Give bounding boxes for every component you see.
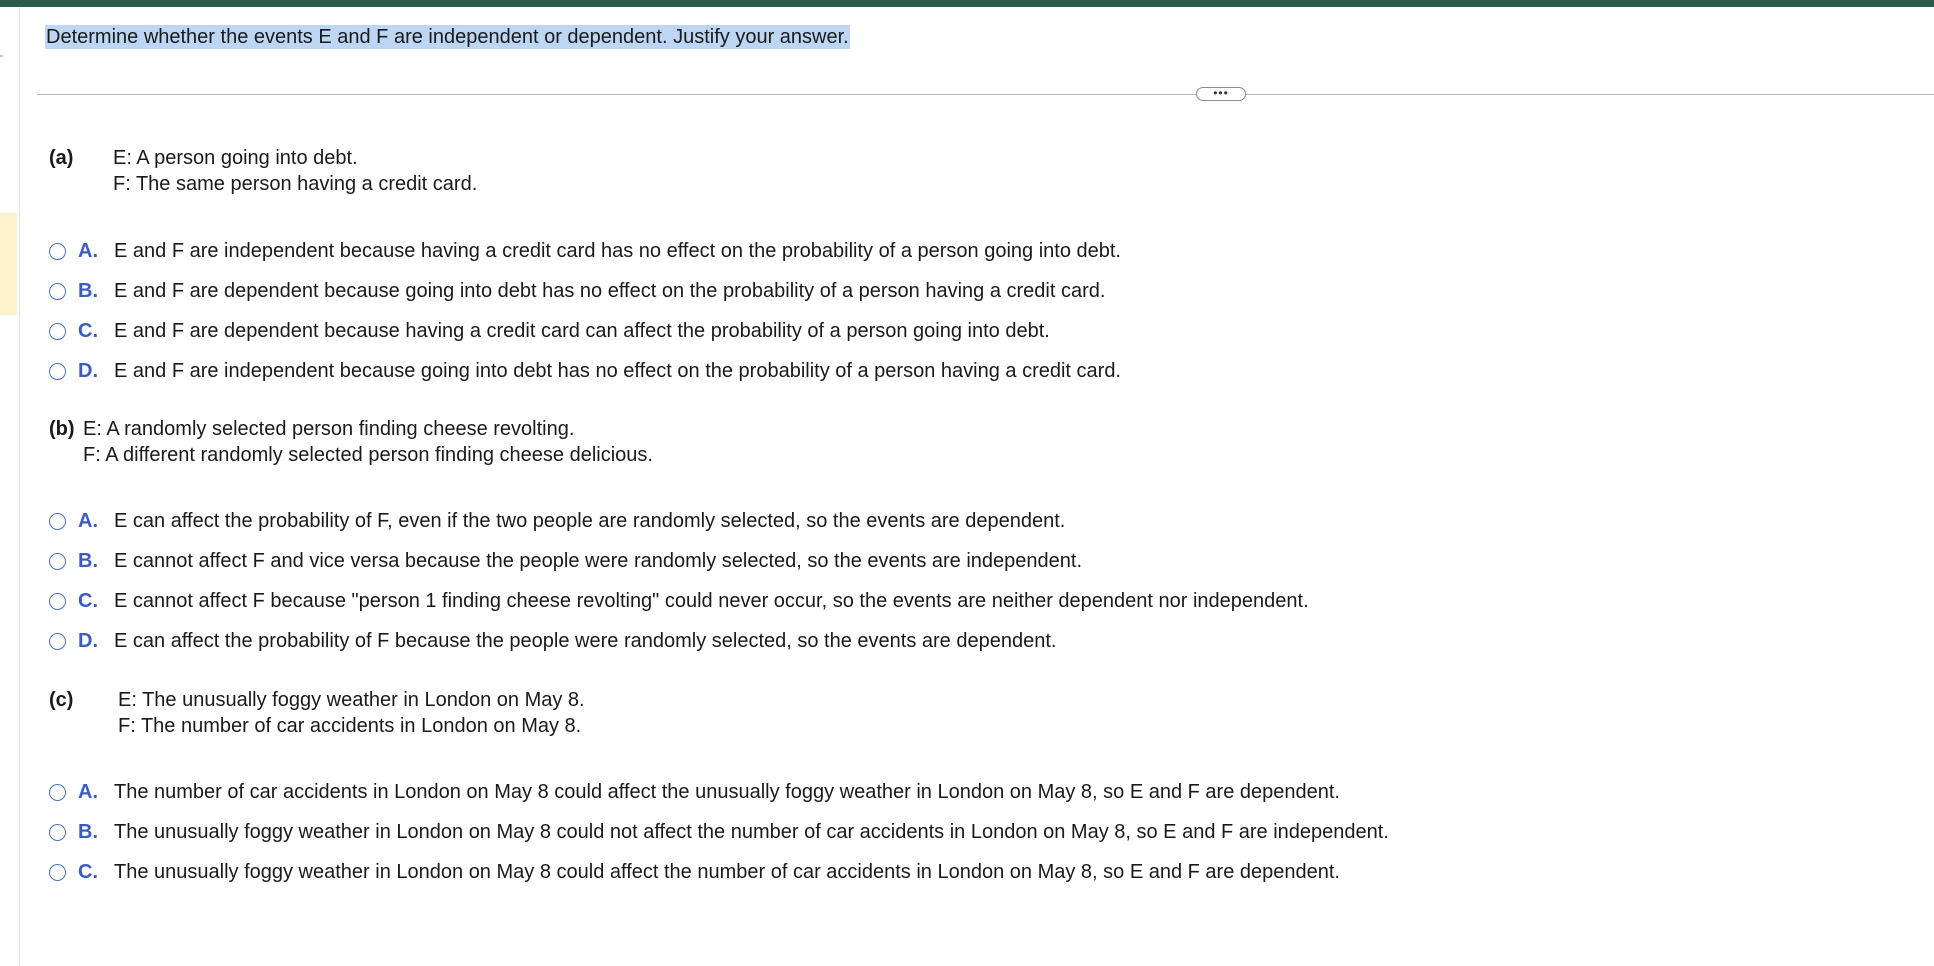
- event-e: E: The unusually foggy weather in London on May 8.: [118, 689, 585, 711]
- radio-button[interactable]: [49, 363, 66, 380]
- option-text[interactable]: E cannot affect F and vice versa because the people were randomly selected, so the events are independent.: [114, 549, 1083, 572]
- option-letter: B.: [78, 279, 98, 302]
- option-letter: B.: [78, 549, 98, 572]
- option-text[interactable]: E and F are dependent because having a credit card can affect the probability of a person going into debt.: [114, 319, 1050, 342]
- option-text[interactable]: E and F are independent because going into debt has no effect on the probability of a person having a credit card.: [114, 359, 1121, 382]
- option-text[interactable]: The unusually foggy weather in London on May 8 could affect the number of car accidents in London on May 8, so E and F are dependent.: [114, 860, 1340, 883]
- option-text[interactable]: E can affect the probability of F because the people were randomly selected, so the events are dependent.: [114, 629, 1057, 652]
- left-margin-rule: [19, 7, 20, 966]
- radio-button[interactable]: [49, 553, 66, 570]
- part-a: [49, 145, 478, 195]
- section-divider: [37, 94, 1934, 95]
- part-c-option-c[interactable]: [49, 859, 1340, 885]
- part-c-option-a[interactable]: [49, 779, 1340, 805]
- option-letter: C.: [78, 319, 98, 342]
- event-f: F: The number of car accidents in London on May 8.: [118, 715, 582, 737]
- part-a-option-d[interactable]: [49, 358, 1121, 384]
- part-b: [49, 416, 653, 466]
- radio-button[interactable]: [49, 633, 66, 650]
- option-letter: A.: [78, 509, 98, 532]
- instruction-text: Determine whether the events E and F are independent or dependent. Justify your answer.: [46, 26, 849, 48]
- option-letter: A.: [78, 780, 98, 803]
- question-instruction: [45, 22, 850, 52]
- radio-button[interactable]: [49, 323, 66, 340]
- radio-button[interactable]: [49, 593, 66, 610]
- part-b-option-c[interactable]: [49, 588, 1309, 614]
- option-letter: D.: [78, 359, 98, 382]
- option-text[interactable]: E and F are independent because having a credit card has no effect on the probability of a person going into debt.: [114, 239, 1121, 262]
- option-letter: C.: [78, 860, 98, 883]
- option-letter: A.: [78, 239, 98, 262]
- part-b-option-b[interactable]: [49, 548, 1082, 574]
- option-letter: B.: [78, 820, 98, 843]
- radio-button[interactable]: [49, 513, 66, 530]
- part-c-option-b[interactable]: [49, 819, 1389, 845]
- part-label: (c): [49, 689, 74, 711]
- event-e: E: A person going into debt.: [113, 147, 358, 169]
- part-a-option-c[interactable]: [49, 318, 1050, 344]
- left-side-tab[interactable]: [0, 213, 17, 315]
- radio-button[interactable]: [49, 824, 66, 841]
- event-f: F: The same person having a credit card.: [113, 173, 478, 195]
- option-text[interactable]: E and F are dependent because going into debt has no effect on the probability of a person having a credit card.: [114, 279, 1106, 302]
- radio-button[interactable]: [49, 283, 66, 300]
- part-label: (b): [49, 418, 75, 440]
- event-e: E: A randomly selected person finding cheese revolting.: [83, 418, 575, 440]
- option-text[interactable]: The number of car accidents in London on May 8 could affect the unusually foggy weather in London on May 8, so E and F are dependent.: [114, 780, 1340, 803]
- option-text[interactable]: The unusually foggy weather in London on May 8 could not affect the number of car accidents in London on May 8, so E and F are independent.: [114, 820, 1389, 843]
- part-b-option-d[interactable]: [49, 628, 1056, 654]
- option-letter: D.: [78, 629, 98, 652]
- radio-button[interactable]: [49, 243, 66, 260]
- part-c: [49, 687, 585, 737]
- top-accent-bar: [0, 0, 1934, 7]
- radio-button[interactable]: [49, 864, 66, 881]
- more-button[interactable]: •••: [1196, 87, 1246, 101]
- part-label: (a): [49, 147, 74, 169]
- part-events: [118, 687, 585, 739]
- part-events: [83, 416, 653, 468]
- part-a-option-a[interactable]: [49, 238, 1121, 264]
- event-f: F: A different randomly selected person finding cheese delicious.: [83, 444, 653, 466]
- part-b-option-a[interactable]: [49, 508, 1065, 534]
- edge-marker: [0, 55, 3, 57]
- part-events: [113, 145, 477, 197]
- part-a-option-b[interactable]: [49, 278, 1105, 304]
- option-text[interactable]: E cannot affect F because "person 1 finding cheese revolting" could never occur, so the events are neither dependent nor independent.: [114, 589, 1309, 612]
- radio-button[interactable]: [49, 784, 66, 801]
- option-text[interactable]: E can affect the probability of F, even if the two people are randomly selected, so the events are dependent.: [114, 509, 1066, 532]
- option-letter: C.: [78, 589, 98, 612]
